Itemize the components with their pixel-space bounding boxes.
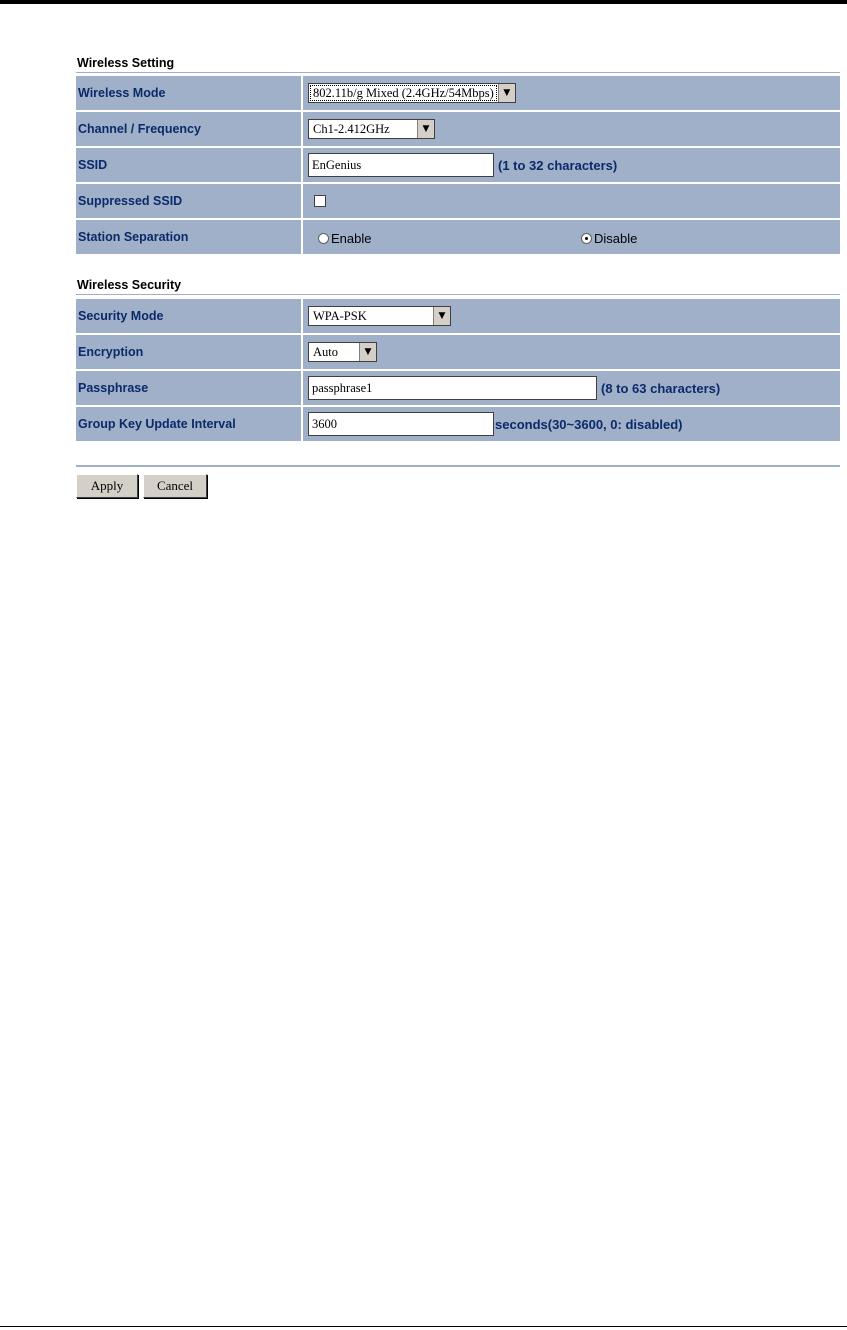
chevron-down-icon[interactable]: ▼	[359, 343, 376, 361]
channel-label: Channel / Frequency	[76, 112, 303, 146]
passphrase-row	[76, 371, 840, 405]
chevron-down-icon[interactable]: ▼	[498, 84, 515, 102]
group-key-input[interactable]: 3600	[308, 412, 494, 436]
wireless-setting-divider	[76, 72, 840, 73]
security-mode-select[interactable]	[308, 306, 451, 326]
ssid-hint: (1 to 32 characters)	[498, 157, 618, 173]
disable-option[interactable]	[581, 231, 637, 246]
ssid-row	[76, 148, 840, 182]
suppressed-ssid-checkbox[interactable]	[314, 195, 326, 207]
disable-radio[interactable]	[581, 233, 592, 244]
group-key-label: Group Key Update Interval	[76, 407, 303, 441]
security-mode-row	[76, 299, 840, 333]
passphrase-input[interactable]: passphrase1	[308, 376, 597, 400]
enable-radio[interactable]	[318, 233, 329, 244]
wireless-mode-value: 802.11b/g Mixed (2.4GHz/54Mbps)	[309, 84, 498, 102]
enable-option[interactable]	[318, 231, 371, 246]
security-mode-value: WPA-PSK	[313, 308, 367, 323]
bottom-rule	[0, 1326, 847, 1327]
encryption-value: Auto	[313, 344, 338, 359]
ssid-input[interactable]: EnGenius	[308, 153, 494, 177]
station-separation-label: Station Separation	[76, 220, 303, 254]
ssid-label: SSID	[76, 148, 303, 182]
wireless-security-divider	[76, 294, 840, 295]
passphrase-label: Passphrase	[76, 371, 303, 405]
apply-button[interactable]: Apply	[76, 474, 138, 498]
security-mode-label: Security Mode	[76, 299, 303, 333]
cancel-button[interactable]: Cancel	[143, 474, 207, 498]
passphrase-hint: (8 to 63 characters)	[601, 380, 721, 396]
wireless-security-title: Wireless Security	[77, 278, 182, 292]
channel-row	[76, 112, 840, 146]
encryption-row	[76, 335, 840, 369]
suppressed-ssid-row	[76, 184, 840, 218]
suppressed-ssid-label: Suppressed SSID	[76, 184, 303, 218]
wireless-setting-title: Wireless Setting	[77, 56, 175, 70]
channel-value: Ch1-2.412GHz	[313, 121, 390, 136]
wireless-mode-row	[76, 76, 840, 110]
wireless-mode-select[interactable]	[308, 83, 516, 103]
chevron-down-icon[interactable]: ▼	[433, 307, 450, 325]
wireless-setting-table	[76, 76, 840, 256]
channel-select[interactable]	[308, 119, 435, 139]
enable-label: Enable	[331, 231, 372, 246]
group-key-row	[76, 407, 840, 441]
encryption-label: Encryption	[76, 335, 303, 369]
chevron-down-icon[interactable]: ▼	[417, 120, 434, 138]
group-key-hint: seconds(30~3600, 0: disabled)	[495, 416, 683, 432]
top-rule	[0, 0, 847, 4]
encryption-select[interactable]	[308, 342, 377, 362]
footer-divider	[76, 465, 840, 467]
disable-label: Disable	[594, 231, 638, 246]
wireless-mode-label: Wireless Mode	[76, 76, 303, 110]
wireless-security-table	[76, 299, 840, 443]
station-separation-row	[76, 220, 840, 254]
